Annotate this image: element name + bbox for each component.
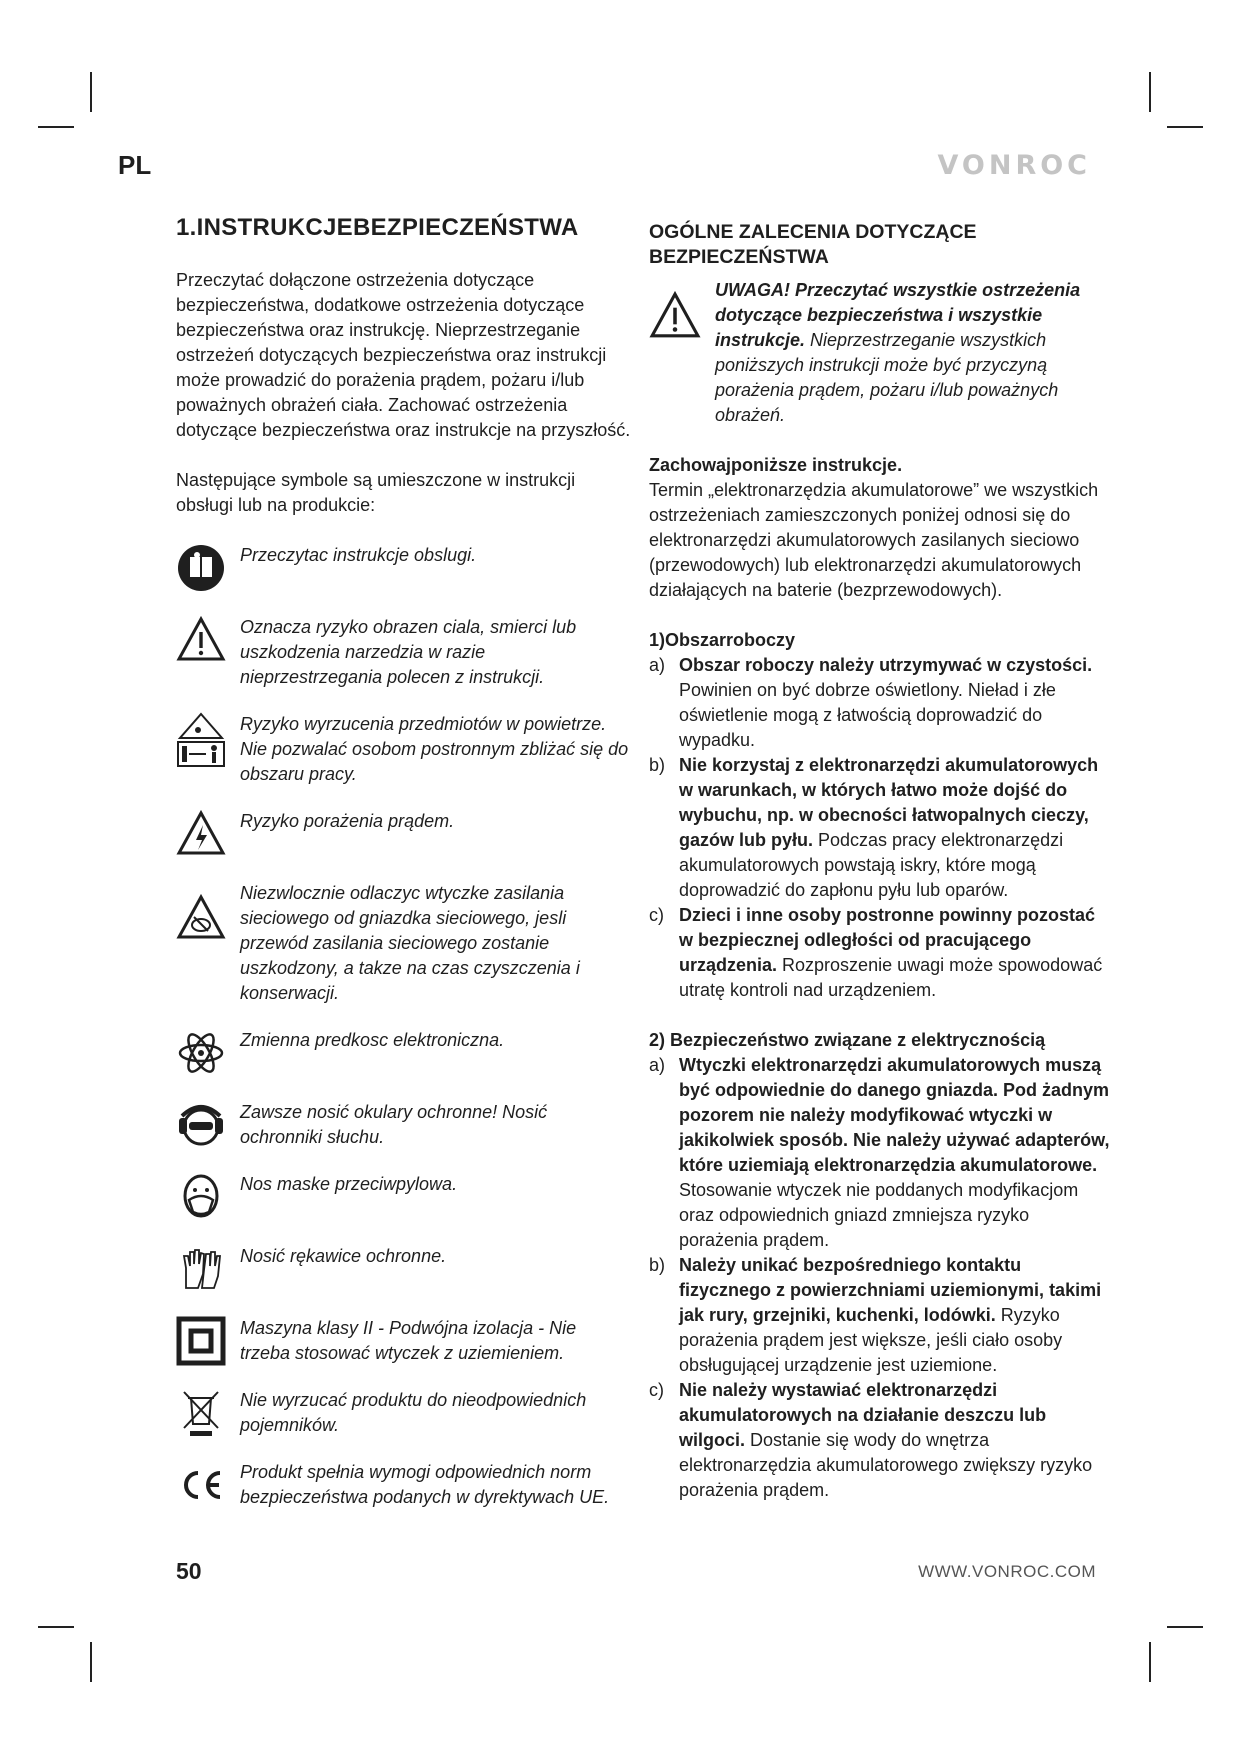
warning-bold: UWAGA! Przeczytać wszystkie ostrzeżenia dotyczące bezpieczeństwa i wszystkie instrukcje.	[715, 280, 1081, 350]
item-body	[679, 1378, 1111, 1503]
symbol-text: Ryzyko wyrzucenia przedmiotów w powietrze. Nie pozwalać osobom postronnym zbliżać się do obszaru pracy.	[240, 714, 629, 784]
ce-mark-icon	[176, 1460, 226, 1510]
crop-mark	[38, 1626, 74, 1628]
electronic-speed-icon	[176, 1028, 226, 1078]
electric-shock-icon	[176, 809, 226, 859]
list-item	[649, 1253, 1111, 1378]
item-text: Powinien on być dobrze oświetlony. Nieład i złe oświetlenie mogą z łatwością doprowadzić do wypadku.	[679, 680, 1056, 750]
symbol-row	[176, 1244, 631, 1294]
warning-triangle-icon	[649, 290, 701, 342]
item-body	[679, 653, 1111, 753]
crop-mark	[1149, 1642, 1151, 1682]
symbol-text: Zawsze nosić okulary ochronne! Nosić ochronniki słuchu.	[240, 1102, 548, 1147]
item-text: Podczas pracy elektronarzędzi akumulatorowych powstają iskry, które mogą doprowadzić do zapłonu pyłu lub oparów.	[679, 830, 1064, 900]
symbol-row	[176, 1388, 631, 1438]
item-bold: Obszar roboczy należy utrzymywać w czystości.	[679, 655, 1093, 675]
goggles-earmuffs-icon	[176, 1100, 226, 1150]
unplug-warning-icon	[176, 893, 226, 943]
symbol-text: Ryzyko porażenia prądem.	[240, 811, 455, 831]
item-bold: Nie korzystaj z elektronarzędzi akumulatorowych w warunkach, w których łatwo może dojść do wybuchu, np. w obecności łatwopalnych cieczy, gazów lub pyłu.	[679, 755, 1099, 850]
symbol-text: Produkt spełnia wymogi odpowiednich norm bezpieczeństwa podanych w dyrektywach UE.	[240, 1462, 610, 1507]
website-url: WWW.VONROC.COM	[918, 1562, 1096, 1581]
crop-mark	[90, 1642, 92, 1682]
item-bold: Dzieci i inne osoby postronne powinny pozostać w bezpiecznej odległości od pracującego urządzenia.	[679, 905, 1096, 975]
warning-triangle-icon	[176, 615, 226, 665]
symbol-row	[176, 1460, 631, 1510]
item-label: c)	[649, 905, 664, 925]
section-heading: 1)Obszarroboczy	[649, 630, 796, 650]
crop-mark	[1149, 72, 1151, 112]
list-item	[649, 753, 1111, 903]
item-label: b)	[649, 755, 666, 775]
crop-mark	[1167, 1626, 1203, 1628]
warning-text	[715, 278, 1111, 428]
intro-paragraph: Przeczytać dołączone ostrzeżenia dotyczące bezpieczeństwa, dodatkowe ostrzeżenia dotyczące bezpieczeństwa oraz instrukcję. Nieprzestrzeganie ostrzeżeń dotyczących bezpieczeństwa oraz instrukcji może prowadzić do porażenia prądem, pożaru i/lub poważnych obrażeń ciała. Zachować ostrzeżenia dotyczące bezpieczeństwa oraz instrukcje na przyszłość.	[176, 270, 631, 440]
item-body	[679, 753, 1111, 903]
item-text: Stosowanie wtyczek nie poddanych modyfikacjom oraz odpowiednich gniazd zmniejsza ryzyko porażenia prądem.	[679, 1180, 1079, 1250]
item-bold: Należy unikać bezpośredniego kontaktu fizycznego z powierzchniami uziemionymi, takimi jak rury, grzejniki, kuchenki, lodówki.	[679, 1255, 1102, 1325]
symbol-text: Nosić rękawice ochronne.	[240, 1246, 447, 1266]
item-label: a)	[649, 1055, 666, 1075]
symbols-intro: Następujące symbole są umieszczone w instrukcji obsługi lub na produkcie:	[176, 470, 576, 515]
warning-box	[649, 278, 1111, 428]
symbol-text: Oznacza ryzyko obrazen ciala, smierci lub uszkodzenia narzedzia w razie nieprzestrzegania polecen z instrukcji.	[240, 617, 577, 687]
symbol-row	[176, 1028, 631, 1078]
item-bold: Wtyczki elektronarzędzi akumulatorowych muszą być odpowiednie do danego gniazda. Pod żadnym pozorem nie należy modyfikować wtyczki w jakikolwiek sposób. Nie należy używać adapterów, które uziemiają elektronarzędzia akumulatorowe.	[679, 1055, 1110, 1175]
read-manual-icon	[176, 543, 226, 593]
class-ii-icon	[176, 1316, 226, 1366]
item-bold: Nie należy wystawiać elektronarzędzi akumulatorowych na działanie deszczu lub wilgoci.	[679, 1380, 1047, 1450]
brand-logo: VONROC	[937, 150, 1091, 181]
page-number: 50	[176, 1558, 202, 1584]
item-label: c)	[649, 1380, 664, 1400]
list-item	[649, 1378, 1111, 1503]
keep-instructions-heading: Zachowajponiższe instrukcje.	[649, 455, 903, 475]
right-column	[649, 214, 1111, 1503]
item-text: Rozproszenie uwagi może spowodować utratę kontroli nad urządzeniem.	[679, 955, 1103, 1000]
symbol-row	[176, 1316, 631, 1366]
item-label: a)	[649, 655, 666, 675]
item-body	[679, 903, 1111, 1003]
dust-mask-icon	[176, 1172, 226, 1222]
symbol-row	[176, 543, 631, 593]
symbol-row	[176, 809, 631, 859]
item-text: Ryzyko porażenia prądem jest większe, jeśli ciało osoby obsługującej urządzenie jest uziemione.	[679, 1305, 1063, 1375]
general-safety-title: OGÓLNE ZALECENIA DOTYCZĄCE BEZPIECZEŃSTWA	[649, 221, 977, 268]
symbol-text: Nie wyrzucać produktu do nieodpowiednich pojemników.	[240, 1390, 587, 1435]
item-label: b)	[649, 1255, 666, 1275]
list-item	[649, 653, 1111, 753]
weee-bin-icon	[176, 1388, 226, 1438]
symbol-row	[176, 615, 631, 690]
term-paragraph: Termin „elektronarzędzia akumulatorowe” we wszystkich ostrzeżeniach zamieszczonych poniżej odnosi się do elektronarzędzi akumulatorowych zasilanych sieciowo (przewodowych) lub elektronarzędzi akumulatorowych działających na baterie (bezprzewodowych).	[649, 480, 1099, 600]
list-item	[649, 1053, 1111, 1253]
gloves-icon	[176, 1244, 226, 1294]
item-body	[679, 1053, 1111, 1253]
crop-mark	[90, 72, 92, 112]
symbol-row	[176, 712, 631, 787]
item-body	[679, 1253, 1111, 1378]
symbol-text: Przeczytac instrukcje obslugi.	[240, 545, 477, 565]
symbol-row	[176, 1100, 631, 1150]
symbol-text: Nos maske przeciwpylowa.	[240, 1174, 458, 1194]
symbol-text: Maszyna klasy II - Podwójna izolacja - Nie trzeba stosować wtyczek z uziemieniem.	[240, 1318, 577, 1363]
section-heading: 2) Bezpieczeństwo związane z elektrycznością	[649, 1030, 1046, 1050]
symbol-text: Zmienna predkosc elektroniczna.	[240, 1030, 505, 1050]
left-column	[176, 214, 631, 1532]
crop-mark	[1167, 126, 1203, 128]
flying-objects-icon	[176, 712, 226, 768]
warning-rest: Nieprzestrzeganie wszystkich poniższych instrukcji może być przyczyną porażenia prądem, pożaru i/lub poważnych obrażeń.	[715, 330, 1059, 425]
list-item	[649, 903, 1111, 1003]
symbol-row	[176, 1172, 631, 1222]
item-text: Dostanie się wody do wnętrza elektronarzędzia akumulatorowego zwiększy ryzyko porażenia prądem.	[679, 1430, 1093, 1500]
crop-mark	[38, 126, 74, 128]
symbol-text: Niezwlocznie odlaczyc wtyczke zasilania sieciowego od gniazdka sieciowego, jesli przewód zasilania sieciowego zostanie uszkodzony, a takze na czas czyszczenia i konserwacji.	[240, 883, 580, 1003]
symbol-row	[176, 881, 631, 1006]
section-title: 1.INSTRUKCJEBEZPIECZEŃSTWA	[176, 214, 579, 241]
language-code: PL	[118, 150, 152, 180]
